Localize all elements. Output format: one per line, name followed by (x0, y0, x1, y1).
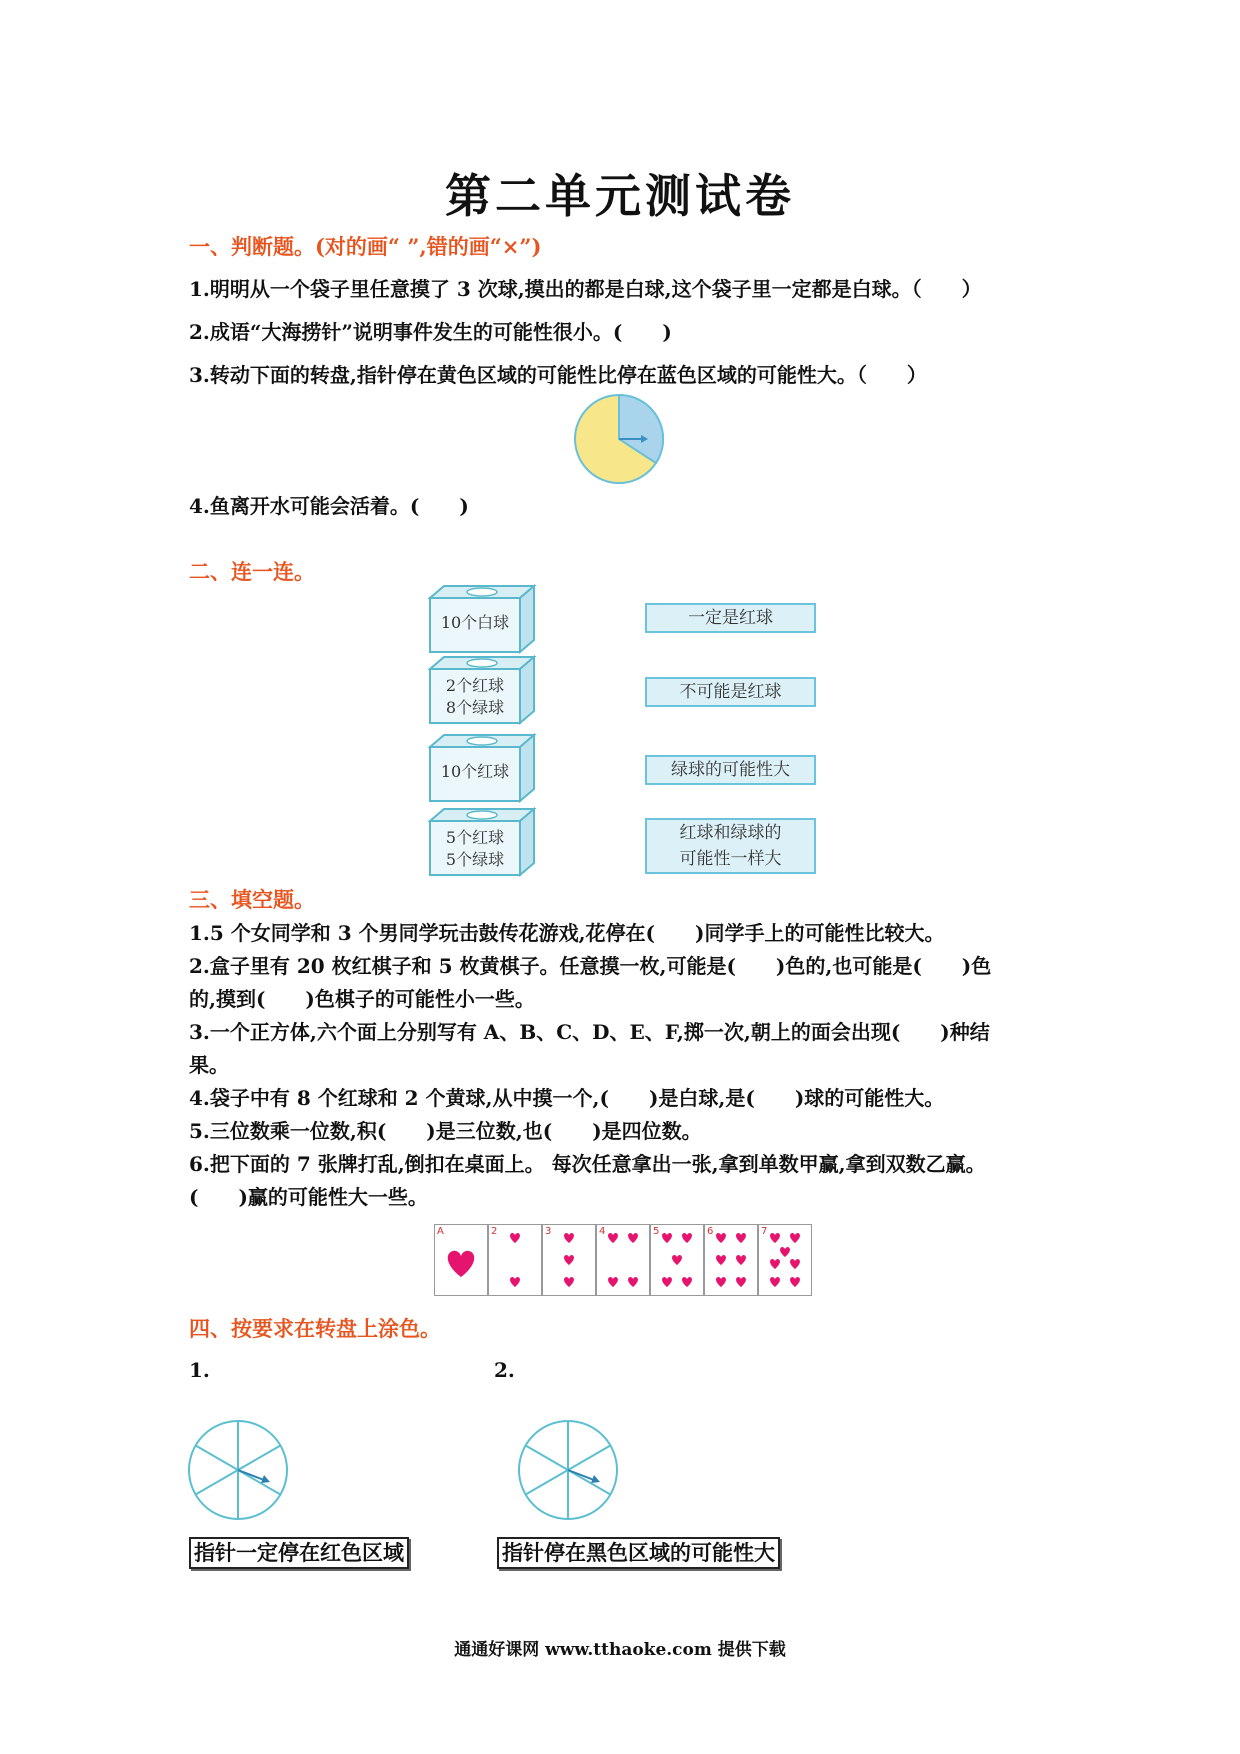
box-text-2b: 8个绿球 (445, 698, 505, 717)
wheel-1[interactable] (186, 1418, 290, 1522)
match-label-1 (645, 603, 816, 633)
card-rank: 5 (653, 1226, 660, 1237)
match-label-3 (645, 755, 816, 785)
s3-line-8: 6.把下面的 7 张牌打乱,倒扣在桌面上。 每次任意拿出一张,拿到单数甲赢,拿到双数乙赢。 (189, 1152, 986, 1176)
section4-heading: 四、按要求在转盘上涂色。 (189, 1316, 441, 1341)
card-rank: A (437, 1226, 444, 1237)
card-6 (704, 1224, 758, 1296)
s3-line-5: 果。 (189, 1053, 229, 1077)
page-title: 第二单元测试卷 (445, 169, 795, 223)
match-label-4-text-b: 可能性一样大 (679, 849, 782, 869)
s4-item-2-number: 2. (494, 1358, 515, 1382)
card-rank: 3 (545, 1226, 552, 1237)
section1-heading: 一、判断题。(对的画“ ”,错的画“×”) (189, 234, 542, 259)
s3-line-2: 2.盒子里有 20 枚红棋子和 5 枚黄棋子。任意摸一枚,可能是( )色的,也可能是( )色 (189, 954, 992, 978)
match-label-4-text-a: 红球和绿球的 (679, 823, 782, 843)
section2-heading: 二、连一连。 (189, 559, 315, 584)
s4-item-1-number: 1. (189, 1358, 210, 1382)
card-rank: 2 (491, 1226, 498, 1237)
s3-line-3: 的,摸到( )色棋子的可能性小一些。 (189, 987, 535, 1011)
s3-line-1: 1.5 个女同学和 3 个男同学玩击鼓传花游戏,花停在( )同学手上的可能性比较大。 (189, 921, 945, 945)
match-label-3-text: 绿球的可能性大 (671, 760, 790, 780)
s1-question-1: 1.明明从一个袋子里任意摸了 3 次球,摸出的都是白球,这个袋子里一定都是白球。（ ） (189, 277, 982, 301)
card-rank: 4 (599, 1226, 606, 1237)
box-text-2a: 2个红球 (445, 676, 505, 695)
card-rank: 7 (761, 1226, 768, 1237)
s3-line-6: 4.袋子中有 8 个红球和 2 个黄球,从中摸一个,( )是白球,是( )球的可能性大。 (189, 1086, 945, 1110)
card-3 (542, 1224, 596, 1296)
s1-question-3: 3.转动下面的转盘,指针停在黄色区域的可能性比停在蓝色区域的可能性大。（ ） (189, 363, 927, 387)
s3-line-4: 3.一个正方体,六个面上分别写有 A、B、C、D、E、F,掷一次,朝上的面会出现( )种结 (189, 1020, 990, 1044)
match-label-4 (645, 818, 816, 874)
match-label-2-text: 不可能是红球 (679, 682, 782, 702)
wheel-2[interactable] (516, 1418, 620, 1522)
section3-heading: 三、填空题。 (189, 887, 315, 912)
match-label-2 (645, 677, 816, 707)
s3-line-9: ( )赢的可能性大一些。 (189, 1185, 428, 1209)
box-text-3a: 10个红球 (440, 762, 510, 781)
card-rank: 6 (707, 1226, 714, 1237)
spinner-yellow-blue (572, 392, 668, 486)
card-5 (650, 1224, 704, 1296)
footer: 通通好课网 www.tthaoke.com 提供下载 (454, 1640, 786, 1660)
s4-caption-2: 指针停在黑色区域的可能性大 (497, 1537, 780, 1569)
card-4 (596, 1224, 650, 1296)
card-1 (434, 1224, 488, 1296)
s4-caption-1: 指针一定停在红色区域 (189, 1537, 409, 1569)
s3-line-7: 5.三位数乘一位数,积( )是三位数,也( )是四位数。 (189, 1119, 702, 1143)
box-text-1a: 10个白球 (440, 613, 510, 632)
box-text-4a: 5个红球 (445, 828, 505, 847)
s1-question-4: 4.鱼离开水可能会活着。( ) (189, 494, 469, 518)
match-label-1-text: 一定是红球 (688, 608, 773, 628)
card-7 (758, 1224, 812, 1296)
card-2 (488, 1224, 542, 1296)
box-text-4b: 5个绿球 (445, 850, 505, 869)
s1-question-2: 2.成语“大海捞针”说明事件发生的可能性很小。( ) (189, 320, 672, 344)
